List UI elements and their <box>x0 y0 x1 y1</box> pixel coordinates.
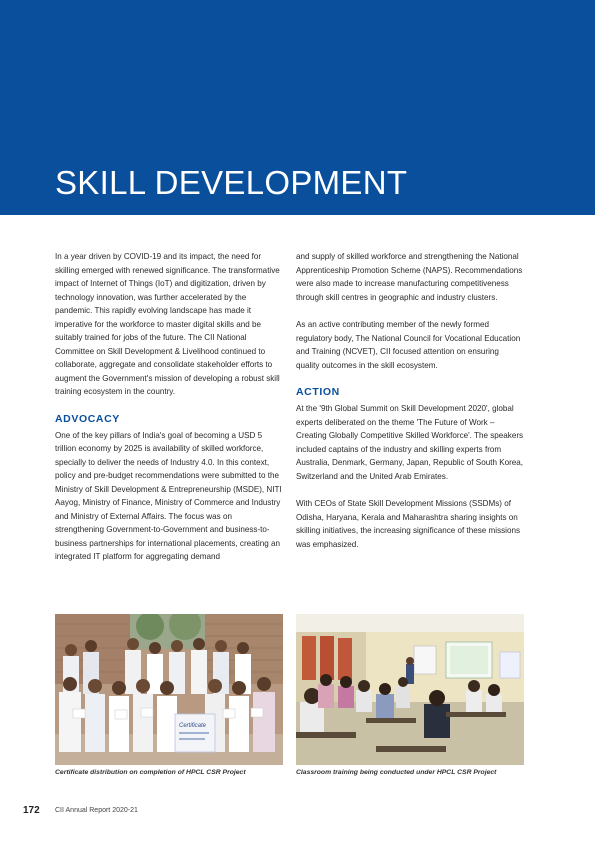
action-heading: ACTION <box>296 386 340 398</box>
advocacy-heading: ADVOCACY <box>55 412 120 425</box>
ssdm-paragraph: With CEOs of State Skill Development Missions (SSDMs) of Odisha, Haryana, Kerala and Maharashtra sharing insights on skilling initiatives, the increasing significance of these missions was emphasized. <box>296 499 521 549</box>
page-number: 172 <box>23 805 40 816</box>
left-column <box>55 250 283 578</box>
certificate-banner-text: Certificate <box>179 723 207 729</box>
right-column <box>296 250 524 565</box>
left-photo-caption: Certificate distribution on completion of HPCL CSR Project <box>55 769 246 776</box>
naps-paragraph: and supply of skilled workforce and strengthening the National Apprenticeship Promotion Scheme (NAPS). Recommendations were also made to increase manufacturing competitiveness through skill centres in geographic and industry clusters. <box>296 252 523 302</box>
right-photo-caption: Classroom training being conducted under HPCL CSR Project <box>296 769 497 776</box>
classroom-training-photo <box>296 614 524 765</box>
header-banner <box>0 0 595 215</box>
action-paragraph: At the '9th Global Summit on Skill Development 2020', global experts deliberated on the theme 'The Future of Work – Creating Globally Competitive Skilled Workforce'. The speakers included captains of the industry and skilling experts from Australia, Denmark, Germany, Japan, Republic of South Korea, Switzerland and the United Arab Emirates. <box>296 404 524 481</box>
advocacy-paragraph: One of the key pillars of India's goal of becoming a USD 5 trillion economy by 2025 is availability of skilled workforce, specially to deliver the needs of Industry 4.0. In this context, policy and pre-budget recommendations were submitted to the Ministry of Skill Development & Entrepreneurship (MSDE), NITI Aayog, Ministry of Finance, Ministry of Commerce and Industry and Ministry of External Affairs. The focus was on strengthening Government-to-Government and business-to-business partnerships for international placements, creating an integrated IT platform for aggregating demand <box>55 430 282 561</box>
report-title: CII Annual Report 2020-21 <box>55 807 138 814</box>
intro-paragraph: In a year driven by COVID-19 and its impact, the need for skilling emerged with renewed significance. The transformative impact of Internet of Things (IoT) and digitization, driven by technology innovation, was further accelerated by the pandemic. This rapidly evolving landscape has made it imperative for the workforce to master digital skills and be suitably trained for jobs of the future. The CII National Committee on Skill Development & Livelihood continued to collaborate, aggregate and consolidate stakeholder efforts to augment the Government's mission of developing a robust skill training ecosystem in the country. <box>55 252 280 396</box>
page-title: SKILL DEVELOPMENT <box>55 164 408 201</box>
certificate-distribution-photo <box>55 614 283 765</box>
ncvet-paragraph: As an active contributing member of the newly formed regulatory body, The National Council for Vocational Education and Training (NCVET), CII focused attention on ensuring quality outcomes in the skill ecosystem. <box>296 320 521 370</box>
